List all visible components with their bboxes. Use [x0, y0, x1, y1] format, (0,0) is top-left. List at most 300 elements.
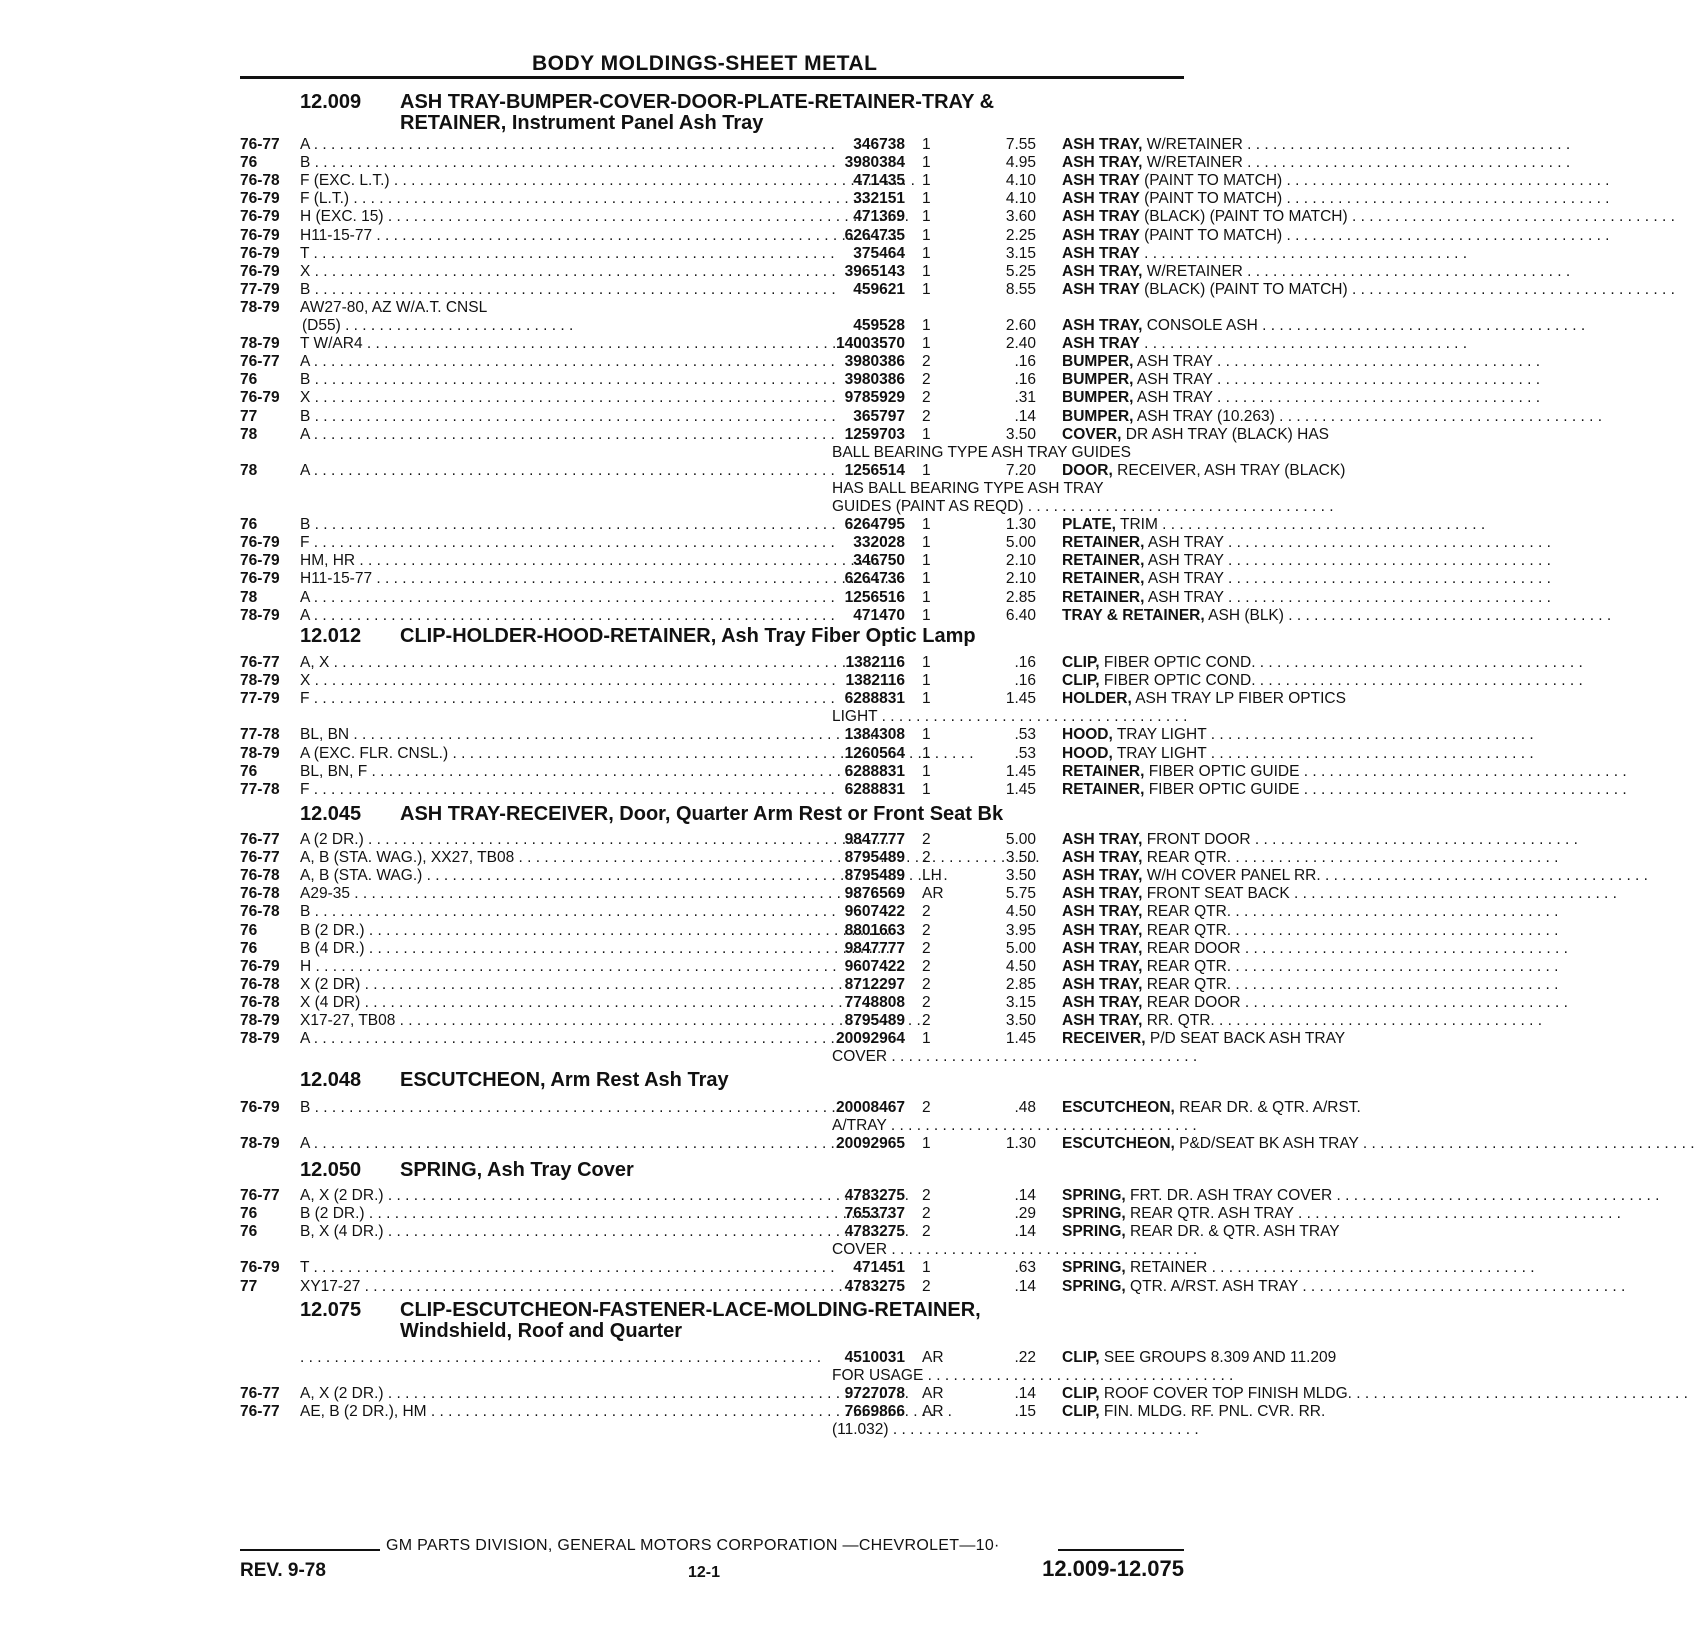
price: .16	[1014, 654, 1036, 671]
description	[1062, 1029, 1424, 1048]
description-text: TRIM	[1115, 516, 1158, 534]
description-keyword: ASH TRAY,	[1062, 317, 1143, 334]
table-row	[240, 551, 1224, 570]
year-range: 78-79	[240, 744, 280, 762]
price: 5.00	[1005, 939, 1036, 957]
description	[1062, 1134, 1424, 1153]
part-number: 4510031	[844, 1349, 905, 1366]
price: .31	[1014, 389, 1036, 407]
description-text: REAR QTR.	[1142, 957, 1232, 975]
price: 6.40	[1005, 606, 1036, 624]
description-keyword: ASH TRAY	[1062, 226, 1140, 244]
model-code: BL, BN . . .	[300, 725, 808, 744]
description	[1062, 280, 1424, 299]
year-range: 77	[240, 407, 258, 425]
description	[1062, 207, 1424, 226]
table-row	[240, 207, 1348, 226]
table-row	[240, 1134, 1368, 1153]
description-continued: A/TRAY . . .	[832, 1116, 1184, 1135]
table-row	[240, 957, 1232, 976]
model-code: H . . .	[300, 957, 808, 976]
year-range: 76-79	[240, 244, 280, 262]
quantity: 2	[922, 993, 931, 1011]
description	[1062, 425, 1424, 444]
year-range: 78-79	[240, 1135, 280, 1153]
price: 3.15	[1005, 244, 1036, 262]
model-code: X . . .	[300, 671, 808, 690]
part-number: 459528	[853, 317, 905, 334]
model-code: A . . .	[300, 425, 808, 444]
table-row	[240, 280, 1348, 299]
description-keyword: ASH TRAY,	[1062, 957, 1143, 975]
model-code: A (EXC. FLR. CNSL.) . . .	[300, 744, 808, 763]
model-code-continued: (D55) . . .	[302, 316, 568, 335]
quantity: 1	[922, 335, 931, 353]
part-number: 14003570	[836, 335, 905, 353]
part-number: 1382116	[845, 654, 905, 671]
quantity: 1	[922, 726, 931, 744]
quantity: 2	[922, 903, 931, 921]
model-code: B . . .	[300, 280, 808, 299]
footer-rule-left	[240, 1549, 380, 1551]
price: 1.45	[1005, 690, 1036, 708]
part-number: 6264736	[844, 570, 905, 588]
part-number: 20008467	[836, 1099, 905, 1116]
part-number: 7748808	[844, 993, 905, 1011]
table-row	[240, 866, 1321, 885]
model-code: A, X (2 DR.) . . .	[300, 1384, 808, 1403]
description-keyword: ASH TRAY	[1062, 190, 1140, 208]
model-code: B (4 DR.) . . .	[300, 939, 808, 958]
year-range: 77-79	[240, 690, 280, 708]
quantity: AR	[922, 1385, 944, 1403]
quantity: 1	[922, 154, 931, 172]
description	[1062, 993, 1424, 1012]
year-range: 76-79	[240, 389, 280, 407]
quantity: 2	[922, 1277, 931, 1295]
description-keyword: ASH TRAY,	[1062, 885, 1143, 903]
quantity: 1	[922, 244, 931, 262]
quantity: 2	[922, 1187, 931, 1204]
table-row	[240, 725, 1207, 744]
part-number: 471451	[853, 1259, 905, 1277]
description-keyword: ESCUTCHEON,	[1062, 1135, 1175, 1153]
year-range: 76-79	[240, 226, 280, 244]
model-code: A, B (STA. WAG.), XX27, TB08 . . .	[300, 848, 808, 867]
table-row	[240, 653, 1256, 672]
table-row	[240, 262, 1243, 281]
description-keyword: ASH TRAY,	[1062, 262, 1143, 280]
model-code: A . . .	[300, 1029, 808, 1048]
year-range: 76-78	[240, 867, 280, 885]
price: .29	[1014, 1205, 1036, 1223]
part-number: 8795489	[844, 849, 905, 867]
model-code: A (2 DR.) . . .	[300, 830, 808, 849]
table-row	[240, 606, 1284, 625]
description-text: ASH TRAY	[1144, 552, 1224, 570]
table-row	[240, 388, 1213, 407]
year-range: 76-79	[240, 190, 280, 208]
description	[1062, 515, 1424, 534]
model-code: HM, HR . . .	[300, 551, 808, 570]
part-number: 6288831	[844, 762, 905, 780]
model-code: H (EXC. 15) . . .	[300, 207, 808, 226]
price: 3.50	[1005, 1012, 1036, 1029]
description-text: REAR DOOR	[1142, 993, 1241, 1011]
description-keyword: ASH TRAY,	[1062, 993, 1143, 1011]
model-code: A . . .	[300, 135, 808, 154]
quantity: 1	[922, 461, 931, 479]
part-number: 375464	[853, 244, 905, 262]
description	[1062, 780, 1424, 799]
quantity: 2	[922, 1099, 931, 1116]
model-code: AW27-80, AZ W/A.T. CNSL	[300, 298, 488, 316]
description-keyword: CLIP,	[1062, 1349, 1100, 1366]
table-row	[240, 334, 1190, 353]
year-range: 76-78	[240, 903, 280, 921]
table-row	[240, 830, 1251, 849]
part-number: 471435	[853, 172, 905, 190]
quantity: 1	[922, 744, 931, 762]
price: .14	[1014, 407, 1036, 425]
price: 4.50	[1005, 903, 1036, 921]
table-row	[240, 884, 1290, 903]
table-row	[240, 1277, 1299, 1296]
model-code: B . . .	[300, 515, 808, 534]
year-range: 76	[240, 1205, 258, 1223]
description	[1062, 370, 1424, 389]
quantity: 1	[922, 317, 931, 334]
description	[1062, 1204, 1424, 1223]
description-keyword: RETAINER,	[1062, 780, 1145, 798]
table-row	[240, 569, 1224, 588]
section-number: 12.012	[300, 625, 362, 647]
part-number: 3980386	[844, 353, 905, 371]
description-keyword: SPRING,	[1062, 1187, 1126, 1204]
year-range: 76-79	[240, 1259, 280, 1277]
description-text: ASH TRAY	[1133, 389, 1213, 407]
description-keyword: RETAINER,	[1062, 534, 1145, 552]
year-range: 78	[240, 425, 258, 443]
description-text: CONSOLE ASH	[1142, 317, 1258, 334]
model-code: A . . .	[300, 588, 808, 607]
price: 5.25	[1005, 262, 1036, 280]
table-row	[240, 1258, 1208, 1277]
section-number: 12.075	[300, 1299, 362, 1321]
part-number: 1256514	[844, 461, 905, 479]
price: .53	[1014, 726, 1036, 744]
price: 3.50	[1005, 425, 1036, 443]
description-keyword: HOLDER,	[1062, 690, 1132, 708]
part-number: 4783275	[844, 1223, 905, 1241]
model-code: X (4 DR) . . .	[300, 993, 808, 1012]
page-number: 12-1	[688, 1564, 721, 1581]
description-text: ASH TRAY LP FIBER OPTICS	[1131, 690, 1346, 708]
quantity: AR	[922, 885, 944, 903]
description-keyword: ASH TRAY,	[1062, 1012, 1143, 1029]
description	[1062, 1277, 1424, 1296]
description-text: REAR DR. & QTR. A/RST.	[1174, 1099, 1361, 1116]
part-number: 9847777	[844, 831, 905, 848]
table-row	[240, 744, 1207, 763]
section-title: CLIP-HOLDER-HOOD-RETAINER, Ash Tray Fiber Optic Lamp	[400, 625, 976, 647]
table-row	[240, 1222, 1340, 1241]
description-continued: GUIDES (PAINT AS REQD) . . .	[832, 497, 1184, 516]
description-keyword: SPRING,	[1062, 1223, 1126, 1241]
quantity: 1	[922, 1135, 931, 1153]
price: 1.45	[1005, 762, 1036, 780]
table-row	[240, 1384, 1361, 1403]
table-row	[240, 780, 1300, 799]
description	[1062, 689, 1424, 708]
year-range: 76-79	[240, 957, 280, 975]
model-code: A29-35 . . .	[300, 884, 808, 903]
table-row	[240, 461, 1346, 480]
table-row	[240, 407, 1275, 426]
description-keyword: TRAY & RETAINER,	[1062, 606, 1205, 624]
price: 5.00	[1005, 831, 1036, 848]
model-code: H11-15-77 . . .	[300, 569, 808, 588]
description-text: W/H COVER PANEL RR.	[1142, 867, 1321, 885]
description-keyword: HOOD,	[1062, 744, 1113, 762]
quantity: 1	[922, 654, 931, 671]
section-title: ASH TRAY-BUMPER-COVER-DOOR-PLATE-RETAINER-TRAY &	[400, 91, 995, 113]
model-code: A, X . . .	[300, 653, 808, 672]
model-code: F . . .	[300, 689, 808, 708]
part-number: 7653737	[844, 1205, 905, 1223]
description	[1062, 957, 1424, 976]
year-range: 76-78	[240, 993, 280, 1011]
table-row	[240, 671, 1256, 690]
header-rule	[240, 76, 1184, 79]
year-range: 76-77	[240, 136, 280, 153]
quantity: 1	[922, 208, 931, 226]
description-text: W/RETAINER	[1142, 136, 1243, 153]
description-keyword: CLIP,	[1062, 1385, 1100, 1403]
quantity: 1	[922, 690, 931, 708]
price: 3.50	[1005, 867, 1036, 885]
table-row	[240, 1011, 1215, 1030]
model-code: B (2 DR.) . . .	[300, 1204, 808, 1223]
price: 7.20	[1005, 461, 1036, 479]
part-number: 6288831	[844, 690, 905, 708]
description	[1062, 407, 1424, 426]
description-keyword: RETAINER,	[1062, 588, 1145, 606]
quantity: 1	[922, 534, 931, 552]
description	[1062, 725, 1424, 744]
description	[1062, 1258, 1424, 1277]
part-number: 1260564	[844, 744, 905, 762]
part-number: 9876569	[844, 885, 905, 903]
description-keyword: ASH TRAY	[1062, 335, 1140, 353]
description-keyword: RETAINER,	[1062, 762, 1145, 780]
year-range: 76-79	[240, 208, 280, 226]
quantity: 1	[922, 190, 931, 208]
description	[1062, 533, 1424, 552]
price: .16	[1014, 672, 1036, 690]
description-keyword: RETAINER,	[1062, 570, 1145, 588]
part-number: 459621	[853, 280, 905, 298]
year-range: 76-79	[240, 534, 280, 552]
section-header	[300, 92, 994, 134]
year-range: 76	[240, 371, 258, 389]
quantity: 1	[922, 780, 931, 798]
description-continued: COVER . . .	[832, 1047, 1184, 1066]
description	[1062, 334, 1424, 353]
description-keyword: CLIP,	[1062, 654, 1100, 671]
description-keyword: ASH TRAY,	[1062, 921, 1143, 939]
description-keyword: SPRING,	[1062, 1205, 1126, 1223]
part-number: 3980384	[844, 154, 905, 172]
description	[1062, 588, 1424, 607]
quantity: 1	[922, 516, 931, 534]
table-row	[240, 1186, 1333, 1205]
description	[1062, 1348, 1424, 1367]
section-number: 12.009	[300, 91, 362, 113]
model-code: A, B (STA. WAG.) . . .	[300, 866, 808, 885]
price: 8.55	[1005, 280, 1036, 298]
description-text: TRAY LIGHT	[1112, 726, 1207, 744]
model-code: B . . .	[300, 153, 808, 172]
section-header	[300, 804, 1003, 825]
description-text: FIBER OPTIC COND.	[1099, 654, 1256, 671]
table-row	[240, 533, 1224, 552]
table-row	[240, 588, 1224, 607]
description-text: FRONT DOOR	[1142, 831, 1251, 848]
description-keyword: ASH TRAY,	[1062, 154, 1143, 172]
description-keyword: SPRING,	[1062, 1277, 1126, 1295]
description	[1062, 1098, 1424, 1117]
price: .15	[1014, 1403, 1036, 1421]
quantity: 1	[922, 552, 931, 570]
price: 2.85	[1005, 588, 1036, 606]
part-number: 1382116	[845, 672, 905, 690]
price: 3.95	[1005, 921, 1036, 939]
year-range: 78-79	[240, 606, 280, 624]
description	[1062, 135, 1424, 154]
price: 4.10	[1005, 172, 1036, 190]
year-range: 76	[240, 921, 258, 939]
quantity: 2	[922, 1223, 931, 1241]
quantity: 2	[922, 939, 931, 957]
description-text: P&D/SEAT BK ASH TRAY .	[1174, 1135, 1368, 1153]
year-range: 76-77	[240, 353, 280, 371]
description-text: ASH TRAY	[1144, 588, 1224, 606]
price: 4.50	[1005, 957, 1036, 975]
description-text: ASH TRAY	[1133, 353, 1213, 371]
model-code: B . . .	[300, 1098, 808, 1117]
price: 5.75	[1005, 885, 1036, 903]
group-range: 12.009-12.075	[1042, 1556, 1184, 1581]
description-text: REAR QTR.	[1142, 921, 1232, 939]
description	[1062, 939, 1424, 958]
description-text: REAR DOOR	[1142, 939, 1241, 957]
description-continued: BALL BEARING TYPE ASH TRAY GUIDES	[832, 443, 1131, 461]
description	[1062, 244, 1424, 263]
part-number: 471369	[853, 208, 905, 226]
model-code: A . . .	[300, 1134, 808, 1153]
model-code: X . . .	[300, 262, 808, 281]
part-number: 1256516	[844, 588, 905, 606]
page-title: BODY MOLDINGS-SHEET METAL	[532, 52, 878, 75]
description	[1062, 606, 1424, 625]
description	[1062, 653, 1424, 672]
quantity: 2	[922, 1205, 931, 1223]
year-range: 76-78	[240, 975, 280, 993]
part-number: 365797	[853, 407, 905, 425]
part-number: 8712297	[844, 975, 905, 993]
description	[1062, 1186, 1424, 1205]
section-header	[300, 1070, 729, 1091]
section-subtitle: Windshield, Roof and Quarter	[400, 1320, 683, 1342]
price: 1.30	[1005, 1135, 1036, 1153]
description-keyword: RECEIVER,	[1062, 1030, 1146, 1048]
quantity: 1	[922, 1259, 931, 1277]
part-number: 346750	[853, 552, 905, 570]
year-range: 76-79	[240, 1099, 280, 1116]
description	[1062, 884, 1424, 903]
table-row	[240, 1029, 1346, 1048]
description-keyword: PLATE,	[1062, 516, 1116, 534]
model-code: F (EXC. L.T.) . . .	[300, 171, 808, 190]
model-code: B (2 DR.) . . .	[300, 921, 808, 940]
year-range: 76-77	[240, 1187, 280, 1204]
description-text: REAR QTR.	[1142, 975, 1232, 993]
part-number: 346738	[853, 136, 905, 153]
table-row	[240, 515, 1190, 534]
table-row	[240, 153, 1243, 172]
description	[1062, 1384, 1424, 1403]
model-code: F . . .	[300, 780, 808, 799]
description-keyword: BUMPER,	[1062, 371, 1134, 389]
price: .16	[1014, 371, 1036, 389]
price: 2.10	[1005, 552, 1036, 570]
description-text: ASH TRAY	[1144, 534, 1224, 552]
description-keyword: ASH TRAY,	[1062, 903, 1143, 921]
quantity: AR	[922, 1403, 944, 1421]
table-row	[240, 689, 1346, 708]
description	[1062, 316, 1424, 335]
section-number: 12.050	[300, 1159, 362, 1181]
year-range: 76-79	[240, 552, 280, 570]
description-keyword: ASH TRAY,	[1062, 831, 1143, 848]
price: .22	[1014, 1349, 1036, 1366]
model-code: F (L.T.) . . .	[300, 189, 808, 208]
description-text: ASH TRAY (10.263)	[1133, 407, 1275, 425]
description	[1062, 830, 1424, 849]
section-title: SPRING, Ash Tray Cover	[400, 1159, 634, 1181]
section-header	[300, 626, 976, 647]
price: .14	[1014, 1223, 1036, 1241]
part-number: 9727078	[844, 1385, 905, 1403]
description	[1062, 262, 1424, 281]
part-number: 4783275	[844, 1277, 905, 1295]
part-number: 6264735	[844, 226, 905, 244]
part-number: 8801663	[844, 921, 905, 939]
description	[1062, 975, 1424, 994]
description-text: TRAY LIGHT	[1112, 744, 1207, 762]
quantity: 1	[922, 606, 931, 624]
quantity: 2	[922, 1012, 931, 1029]
year-range: 77-78	[240, 780, 280, 798]
quantity: 2	[922, 371, 931, 389]
price: 5.00	[1005, 534, 1036, 552]
description	[1062, 569, 1424, 588]
part-number: 3980386	[844, 371, 905, 389]
description	[1062, 1222, 1424, 1241]
table-row	[240, 921, 1232, 940]
description-continued: COVER . . .	[832, 1240, 1184, 1259]
